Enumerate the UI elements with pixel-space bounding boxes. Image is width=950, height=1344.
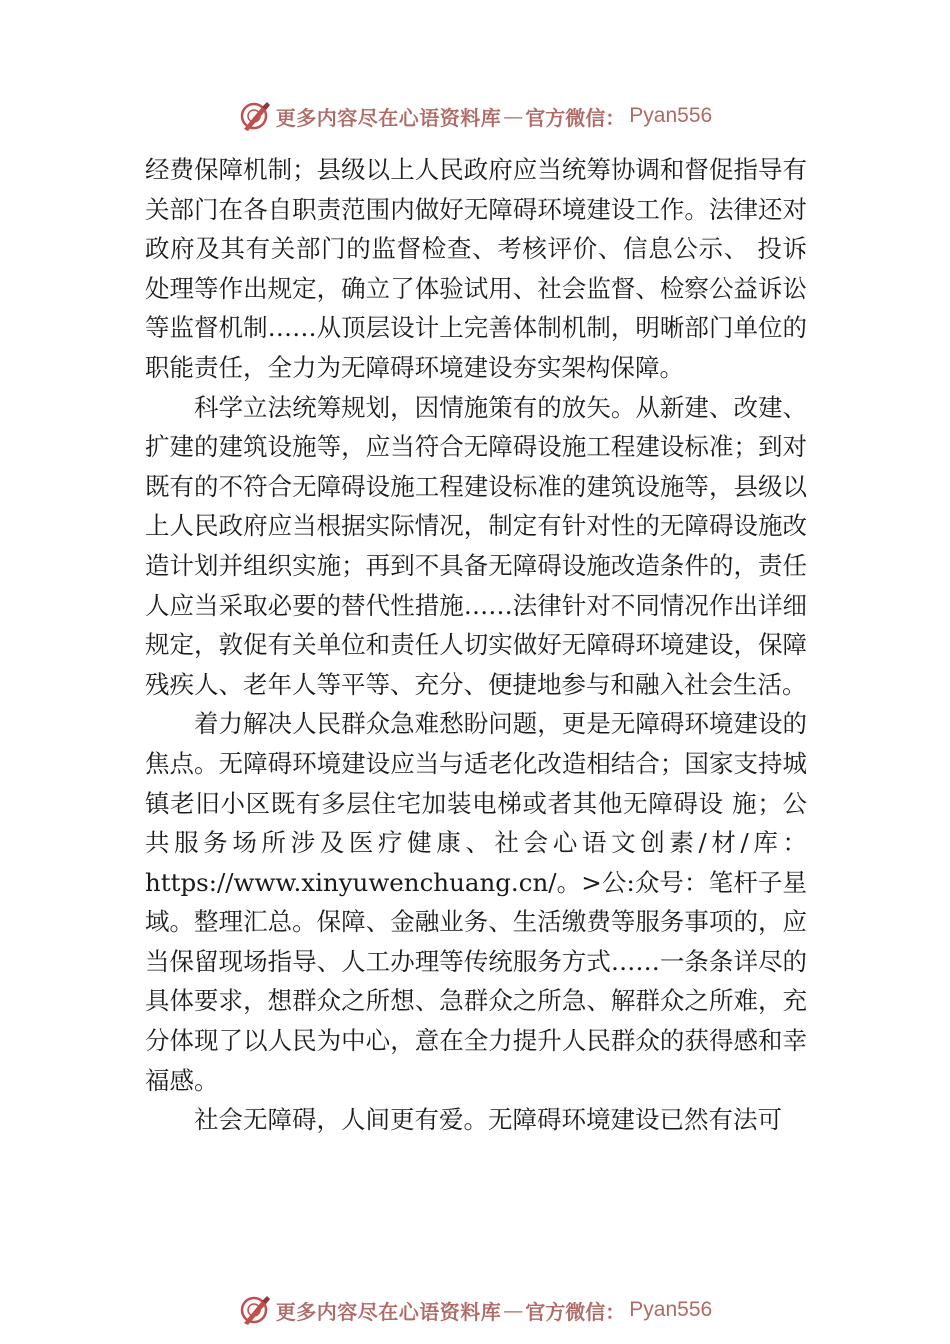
header-separator: — — [503, 104, 524, 128]
footer-separator: — — [503, 1298, 524, 1322]
paragraph: 科学立法统筹规划，因情施策有的放矢。从新建、改建、扩建的建筑设施等，应当符合无障碍设施工程建设标准；到对既有的不符合无障碍设施工程建设标准的建筑设施等，县级以上人民政府应当根据实际情况，制定有针对性的无障碍设施改造计划并组织实施；再到不具备无障碍设施改造条件的，责任人应当采取必要的替代性措施……法律针对不同情况作出详细规定，敦促有关单位和责任人切实做好无障碍环境建设，保障残疾人、老年人等平等、充分、便捷地参与和融入社会生活。 — [145, 392, 807, 699]
paragraph: 经费保障机制；县级以上人民政府应当统筹协调和督促指导有关部门在各自职责范围内做好无障碍环境建设工作。法律还对政府及其有关部门的监督检查、考核评价、信息公示、 投诉处理等作出规定，确立了体验试用、社会监督、检察公益诉讼等监督机制……从顶层设计上完善体制机制，明晰部门单位的职能责任，全力为无障碍环境建设夯实架构保障。 — [145, 155, 807, 382]
header-slogan: 更多内容尽在心语资料库 — [275, 105, 502, 130]
pen-logo-icon — [238, 1293, 272, 1327]
paragraph: 着力解决人民群众急难愁盼问题，更是无障碍环境建设的焦点。无障碍环境建设应当与适老化改造相结合；国家支持城镇老旧小区既有多层住宅加装电梯或者其他无障碍设 施；公共服务场所涉及医疗健康、社会心语文创素/材/库：https://www.xinyuwenchuang.cn/。>公:众号：笔杆子星域。整理汇总。保障、金融业务、生活缴费等服务事项的，应当保留现场指导、人工办理等传统服务方式……一条条详尽的具体要求，想群众之所想、急群众之所急、解群众之所难，充分体现了以人民为中心，意在全力提升人民群众的获得感和幸福感。 — [145, 709, 807, 1095]
footer-slogan: 更多内容尽在心语资料库 — [275, 1299, 502, 1324]
footer-contact-id: Pyan556 — [629, 1298, 713, 1321]
pen-logo-icon — [238, 99, 272, 133]
header-contact-label: 官方微信： — [525, 105, 626, 130]
document-body — [145, 150, 807, 1140]
footer-contact-label: 官方微信： — [525, 1299, 626, 1324]
header-contact-id: Pyan556 — [629, 104, 713, 127]
paragraph: 社会无障碍，人间更有爱。无障碍环境建设已然有法可 — [194, 1105, 782, 1135]
footer-banner — [0, 1288, 950, 1332]
header-banner — [0, 94, 950, 138]
